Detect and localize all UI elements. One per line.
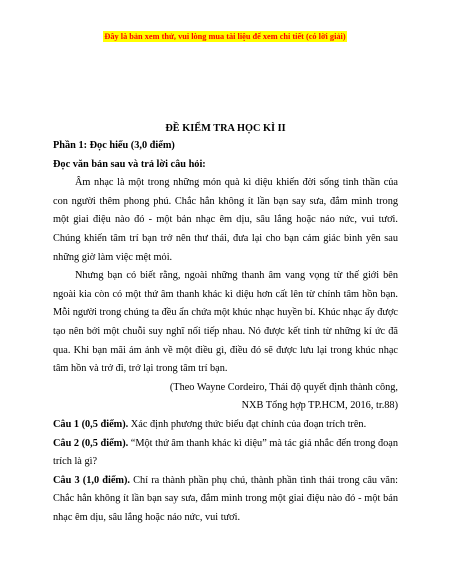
question-3-text: Chỉ ra thành phần phụ chú, thành phần tình thái trong câu văn: Chắc hẳn không ít lần bạn say sưa, đắm mình trong một giai điệu nào đó - một bản nhạc êm dịu, sâu lắng hoặc náo nức, vui tươi. [53,474,398,523]
question-3-label: Câu 3 (1,0 điểm). [53,474,131,486]
preview-banner [0,26,450,44]
passage-paragraph-2: Nhưng bạn có biết rằng, ngoài những thanh âm vang vọng từ thế giới bên ngoài kia còn có một thứ âm thanh khác kì diệu hơn cất lên từ chính tâm hồn bạn. Mỗi người trong chúng ta đều ẩn chứa một khúc nhạc huyền bí. Khúc nhạc ấy được tạo nên bởi một chuỗi suy nghĩ nối tiếp nhau. Nó được kết tinh từ những kí ức đã qua. Khi bạn mãi ám ảnh về một điều gì, điều đó sẽ được lưu lại trong khúc nhạc tâm hồn và trở đi, trở lại trong tâm trí bạn. [53,270,398,375]
question-2-text: “Một thứ âm thanh khác kì diệu” mà tác giả nhắc đến trong đoạn trích là gì? [53,437,399,468]
question-3 [53,472,398,528]
question-1 [53,416,398,435]
question-1-text: Xác định phương thức biểu đạt chính của đoạn trích trên. [128,418,367,430]
part1-heading: Phần 1: Đọc hiểu (3,0 điểm) [53,140,175,151]
question-2-label: Câu 2 (0,5 điểm). [53,437,129,449]
question-2 [53,435,398,472]
document-body [53,121,398,527]
reading-instruction: Đọc văn bản sau và trả lời câu hỏi: [53,158,206,170]
question-1-label: Câu 1 (0,5 điểm). [53,418,129,430]
source-citation-line-2: NXB Tổng hợp TP.HCM, 2016, tr.88) [241,400,398,412]
passage-paragraph-1: Âm nhạc là một trong những món quà kì diệu khiến đời sống tinh thần của con người thêm phong phú. Chắc hẳn không ít lần bạn say sưa, đắm mình trong một giai điệu nào đó - một bản nhạc êm dịu, sâu lắng hoặc náo nức, vui tươi. Chúng khiến tâm trí bạn trở nên thư thái, đưa lại cho bạn cảm giác bình yên sau những giờ làm việc mệt mỏi. [53,177,398,263]
document-title: ĐỀ KIỂM TRA HỌC KÌ II [165,123,286,134]
preview-banner-text: Đây là bản xem thử, vui lòng mua tài liệu để xem chi tiết (có lời giải) [104,32,346,41]
source-citation-line-1: (Theo Wayne Cordeiro, Thái độ quyết định thành công, [169,381,398,393]
